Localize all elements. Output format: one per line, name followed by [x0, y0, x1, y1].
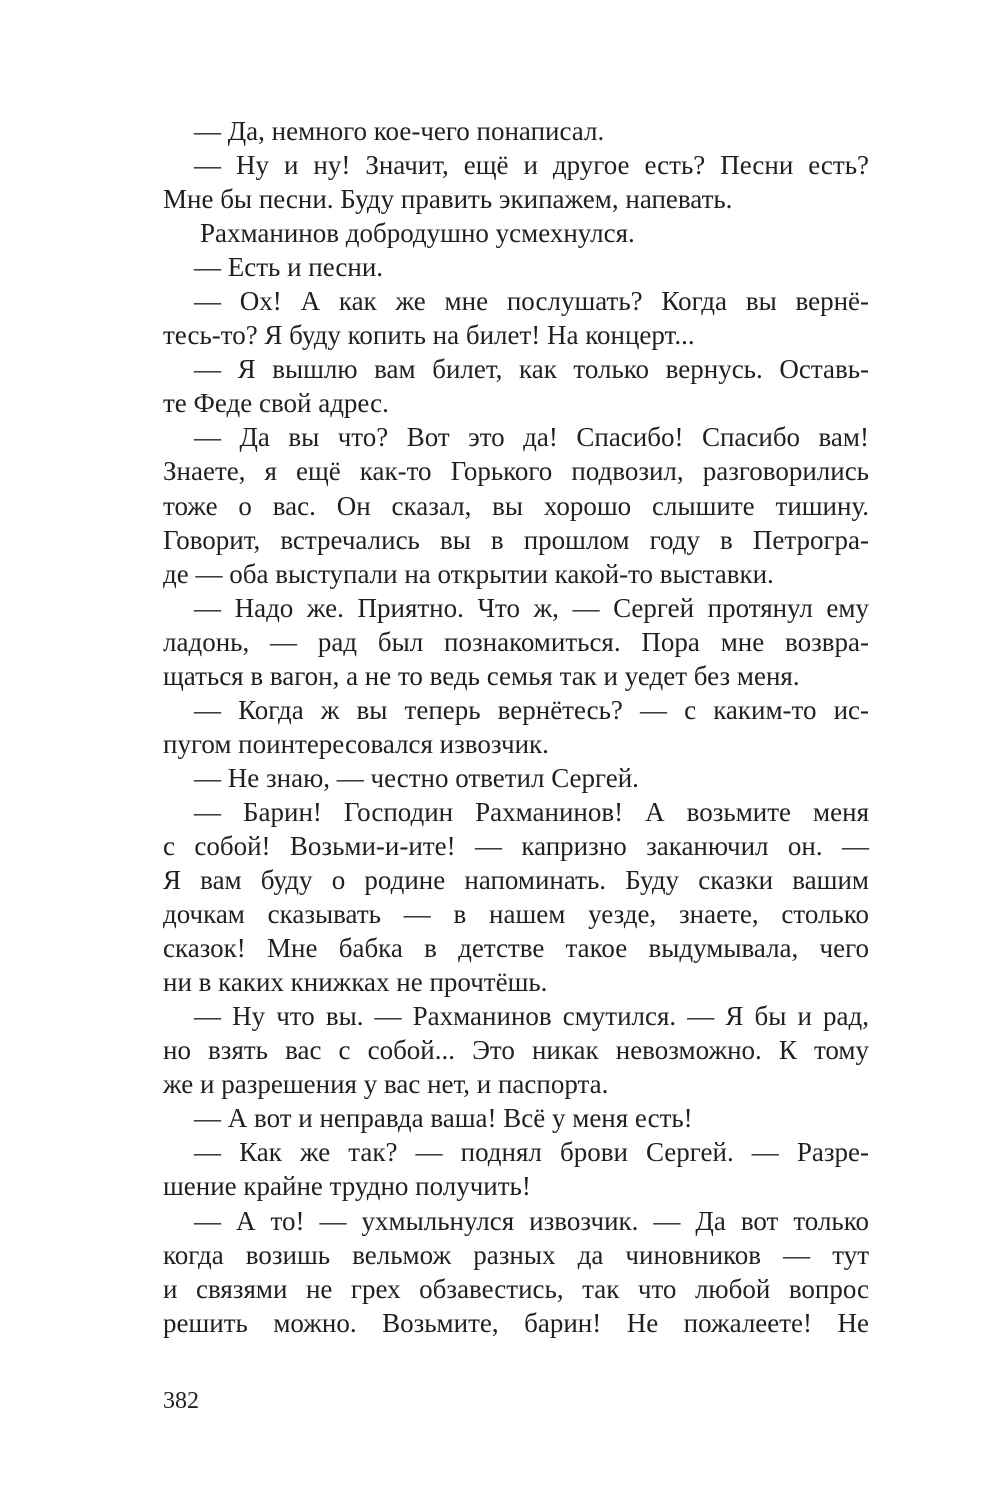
text-line: — Я вышлю вам билет, как только вернусь. Оставь-: [194, 354, 869, 385]
text-line: и связями не грех обзавестись, так что любой вопрос: [163, 1273, 869, 1304]
text-line: ни в каких книжках не прочтёшь.: [163, 967, 548, 998]
text-line: — Да вы что? Вот это да! Спасибо! Спасибо вам!: [194, 422, 869, 453]
text-line: тоже о вас. Он сказал, вы хорошо слышите тишину.: [163, 490, 869, 521]
text-line: но взять вас с собой... Это никак невозможно. К тому: [163, 1035, 869, 1066]
text-line: де — оба выступали на открытии какой-то выставки.: [163, 558, 774, 589]
text-line: — Ну и ну! Значит, ещё и другое есть? Песни есть?: [194, 150, 869, 181]
text-line: — Не знаю, — честно ответил Сергей.: [194, 762, 639, 793]
text-line: решить можно. Возьмите, барин! Не пожалеете! Не: [163, 1307, 869, 1338]
text-line: Говорит, встречались вы в прошлом году в Петрогра-: [163, 524, 869, 555]
text-line: щаться в вагон, а не то ведь семья так и уедет без меня.: [163, 660, 800, 691]
text-line: пугом поинтересовался извозчик.: [163, 728, 549, 759]
book-page-text: [163, 114, 869, 1340]
text-line: шение крайне трудно получить!: [163, 1171, 531, 1202]
text-line: Знаете, я ещё как-то Горького подвозил, разговорились: [163, 456, 869, 487]
text-line: Рахманинов добродушно усмехнулся.: [200, 218, 635, 249]
text-line: с собой! Возьми-и-ите! — капризно заканючил он. —: [163, 830, 869, 861]
text-line: Я вам буду о родине напоминать. Буду сказки вашим: [163, 865, 869, 896]
text-line: — Как же так? — поднял брови Сергей. — Разре-: [194, 1137, 869, 1168]
page-number: 382: [163, 1388, 199, 1414]
text-line: — Ну что вы. — Рахманинов смутился. — Я бы и рад,: [194, 1001, 869, 1032]
text-line: — Есть и песни.: [194, 252, 384, 283]
text-line: тесь-то? Я буду копить на билет! На концерт...: [163, 320, 695, 351]
text-line: ладонь, — рад был познакомиться. Пора мне возвра-: [163, 626, 869, 657]
text-line: же и разрешения у вас нет, и паспорта.: [163, 1069, 609, 1100]
text-line: дочкам сказывать — в нашем уезде, знаете, столько: [163, 899, 869, 930]
text-line: — Когда ж вы теперь вернётесь? — с каким-то ис-: [194, 694, 869, 725]
text-line: — Да, немного кое-чего понаписал.: [194, 116, 605, 146]
text-line: — А вот и неправда ваша! Всё у меня есть!: [194, 1103, 693, 1134]
text-line: сказок! Мне бабка в детстве такое выдумывала, чего: [163, 933, 869, 964]
text-line: — Барин! Господин Рахманинов! А возьмите меня: [194, 796, 869, 827]
text-line: — А то! — ухмыльнулся извозчик. — Да вот только: [194, 1205, 869, 1236]
text-line: те Феде свой адрес.: [163, 388, 389, 419]
text-line: — Ох! А как же мне послушать? Когда вы вернё-: [194, 286, 869, 317]
text-line: когда возишь вельмож разных да чиновников — тут: [163, 1239, 869, 1270]
text-line: Мне бы песни. Буду править экипажем, напевать.: [163, 184, 733, 215]
text-line: — Надо же. Приятно. Что ж, — Сергей протянул ему: [194, 592, 869, 623]
